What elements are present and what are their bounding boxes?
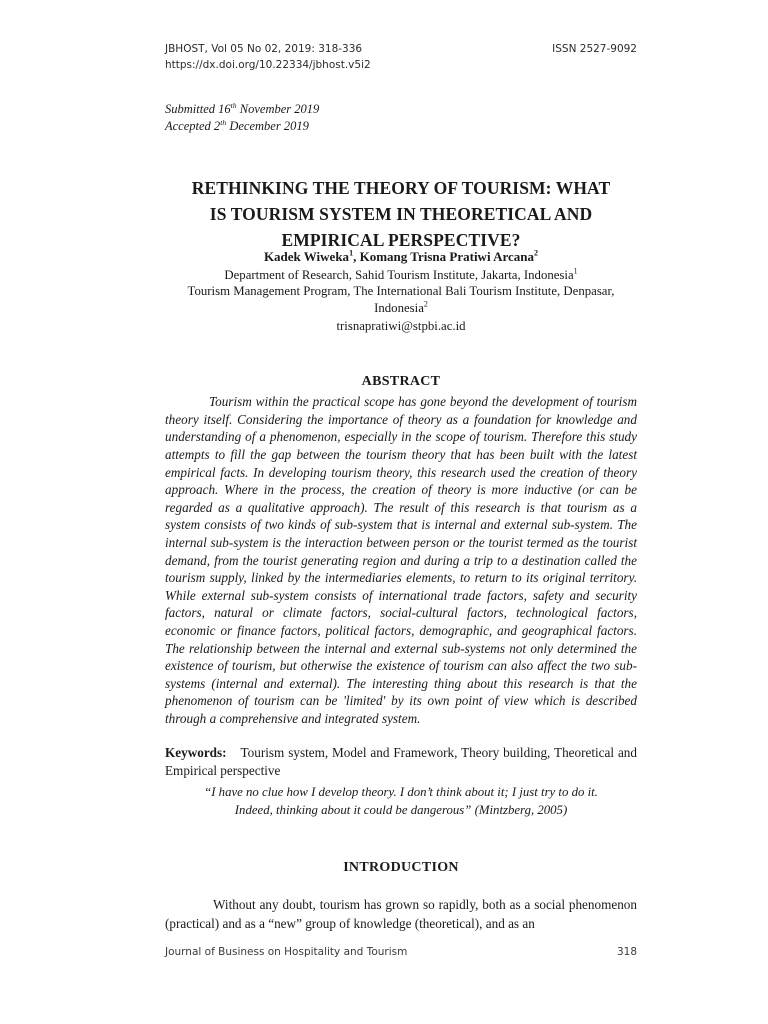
- keywords-label: Keywords:: [165, 745, 227, 761]
- footer-page-number: 318: [616, 946, 637, 958]
- abstract-text: Tourism within the practical scope has gone beyond the development of tourism theory itself. Considering the importance of theory as a foundation for knowledge and understanding of a phenomenon, especially in the scope of tourism. Therefore this study attempts to fill the gap between the tourism theory that has been built with the latest empirical facts. In developing tourism theory, this research used the creation of theory approach. Where in the process, the creation of theory is more inductive (or can be regarded as a qualitative approach). The result of this research is that tourism as a system consists of two kinds of sub-system that is internal and external sub-system. The internal sub-system is the interaction between person or the tourist termed as the tourist demand, from the tourist generating region and during a trip to a destination called the tourism supply, linked by the intermediaries elements, to return to its original territory. While external sub-system consists of international trade factors, safety and security factors, natural or climate factors, social-cultural factors, technological factors, economic or finance factors, political factors, demographic, and geographical factors. The relationship between the internal and external sub-systems not only determined the existence of tourism, but otherwise the existence of tourism can also affect the two sub-systems (internal and external). The interesting thing about this research is that the phenomenon of tourism can be 'limited' by its own point of view which is described through a comprehensive and integrated system.: [165, 394, 637, 726]
- page-title: [165, 175, 637, 253]
- abstract-heading: ABSTRACT: [361, 373, 441, 389]
- affiliation-1-marker: 1: [573, 266, 578, 276]
- epigraph-line-2: Indeed, thinking about it could be dangerous” (Mintzberg, 2005): [234, 803, 568, 817]
- introduction-text: Without any doubt, tourism has grown so rapidly, both as a social phenomenon (practical) and as a “new” group of knowledge (theoretical), and as an: [165, 897, 637, 932]
- introduction-heading: INTRODUCTION: [343, 859, 459, 875]
- submission-dates: [165, 101, 319, 135]
- title-line-3: EMPIRICAL PERSPECTIVE?: [281, 229, 521, 250]
- issn-label: ISSN 2527-9092: [552, 43, 637, 55]
- author-separator: ,: [353, 249, 360, 264]
- title-line-2: IS TOURISM SYSTEM IN THEORETICAL AND: [209, 203, 593, 224]
- doi-link[interactable]: https://dx.doi.org/10.22334/jbhost.v5i2: [165, 59, 371, 71]
- title-line-1: RETHINKING THE THEORY OF TOURISM: WHAT: [191, 177, 611, 198]
- keywords-line: [165, 744, 637, 780]
- affiliation-1: [149, 267, 653, 284]
- corresponding-email[interactable]: trisnapratiwi@stpbi.ac.id: [336, 319, 466, 333]
- accepted-date: [165, 118, 319, 135]
- affiliation-2-marker: 2: [423, 299, 428, 309]
- running-head-row: [165, 42, 637, 57]
- author-2-affiliation-marker: 2: [534, 248, 539, 258]
- affiliation-2-text: Indonesia: [374, 300, 424, 315]
- footer-journal-name: Journal of Business on Hospitality and Tourism: [165, 946, 408, 958]
- author-block: [149, 249, 653, 335]
- submitted-ordinal: th: [230, 100, 237, 110]
- accepted-ordinal: th: [220, 117, 227, 127]
- affiliation-2-line-2: [149, 300, 653, 317]
- author-1-name: Kadek Wiweka: [263, 249, 350, 264]
- journal-citation: JBHOST, Vol 05 No 02, 2019: 318-336: [165, 43, 363, 55]
- accepted-prefix: Accepted 2: [165, 119, 221, 133]
- epigraph-quote: [185, 783, 617, 819]
- submitted-suffix: November 2019: [236, 102, 320, 116]
- epigraph-line-1: “I have no clue how I develop theory. I don’t think about it; I just try to do it.: [204, 785, 598, 799]
- keywords-text: Tourism system, Model and Framework, Theory building, Theoretical and Empirical perspective: [165, 745, 637, 779]
- affiliation-1-text: Department of Research, Sahid Tourism Institute, Jakarta, Indonesia: [224, 267, 574, 282]
- page-footer: [165, 946, 637, 958]
- submitted-prefix: Submitted 16: [165, 102, 231, 116]
- author-1-affiliation-marker: 1: [349, 248, 354, 258]
- author-2-name: Komang Trisna Pratiwi Arcana: [359, 249, 535, 264]
- accepted-suffix: December 2019: [226, 119, 309, 133]
- running-head: [165, 42, 637, 73]
- author-names: [149, 249, 653, 266]
- affiliation-2-line-1: Tourism Management Program, The International Bali Tourism Institute, Denpasar,: [187, 284, 615, 298]
- submitted-date: [165, 101, 319, 118]
